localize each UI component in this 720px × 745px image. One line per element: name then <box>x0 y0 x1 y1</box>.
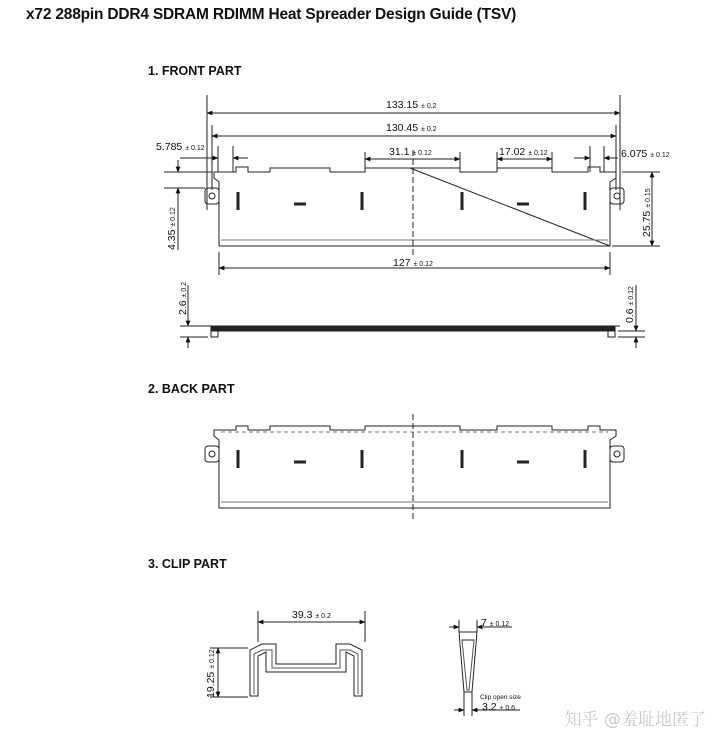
dim-left-offset: 5.785 ± 0.12 <box>156 141 205 153</box>
dim-overall-width: 133.15 ± 0.2 <box>386 99 437 111</box>
watermark: 知乎 @羞耻地匿了 <box>564 710 706 730</box>
clip-part-drawing <box>210 611 520 716</box>
dim-side-thickness: 2.6 ± 0.2 <box>177 281 189 315</box>
dim-left-height: 4.35 ± 0.12 <box>166 207 178 250</box>
dim-body-width: 127 ± 0.12 <box>393 257 433 269</box>
dim-clip-height: 19.25 ± 0.12 <box>205 649 217 698</box>
dim-clip-top-width: 7 ± 0.12 <box>481 617 510 629</box>
dim-plate-thickness: 0.6 ± 0.12 <box>624 286 636 323</box>
dim-height: 25.75 ± 0.15 <box>641 188 653 237</box>
dim-center-gap: 31.1 ± 0.12 <box>389 146 432 158</box>
section-title-front: 1. FRONT PART <box>148 64 242 78</box>
dim-clip-width: 39.3 ± 0.2 <box>292 609 331 621</box>
section-title-back: 2. BACK PART <box>148 382 235 396</box>
back-part-drawing <box>205 414 624 520</box>
dim-clip-open-size: 3.2 ± 0.6 <box>482 701 516 713</box>
section-title-clip: 3. CLIP PART <box>148 557 227 571</box>
dim-right-slot: 17.02 ± 0.12 <box>499 146 548 158</box>
page-title: x72 288pin DDR4 SDRAM RDIMM Heat Spreader Design Guide (TSV) <box>26 6 517 23</box>
dim-clip-span: 130.45 ± 0.2 <box>386 122 437 134</box>
clip-open-label: Clip open size <box>480 694 521 701</box>
dim-right-offset: 6.075 ± 0.12 <box>621 148 670 160</box>
